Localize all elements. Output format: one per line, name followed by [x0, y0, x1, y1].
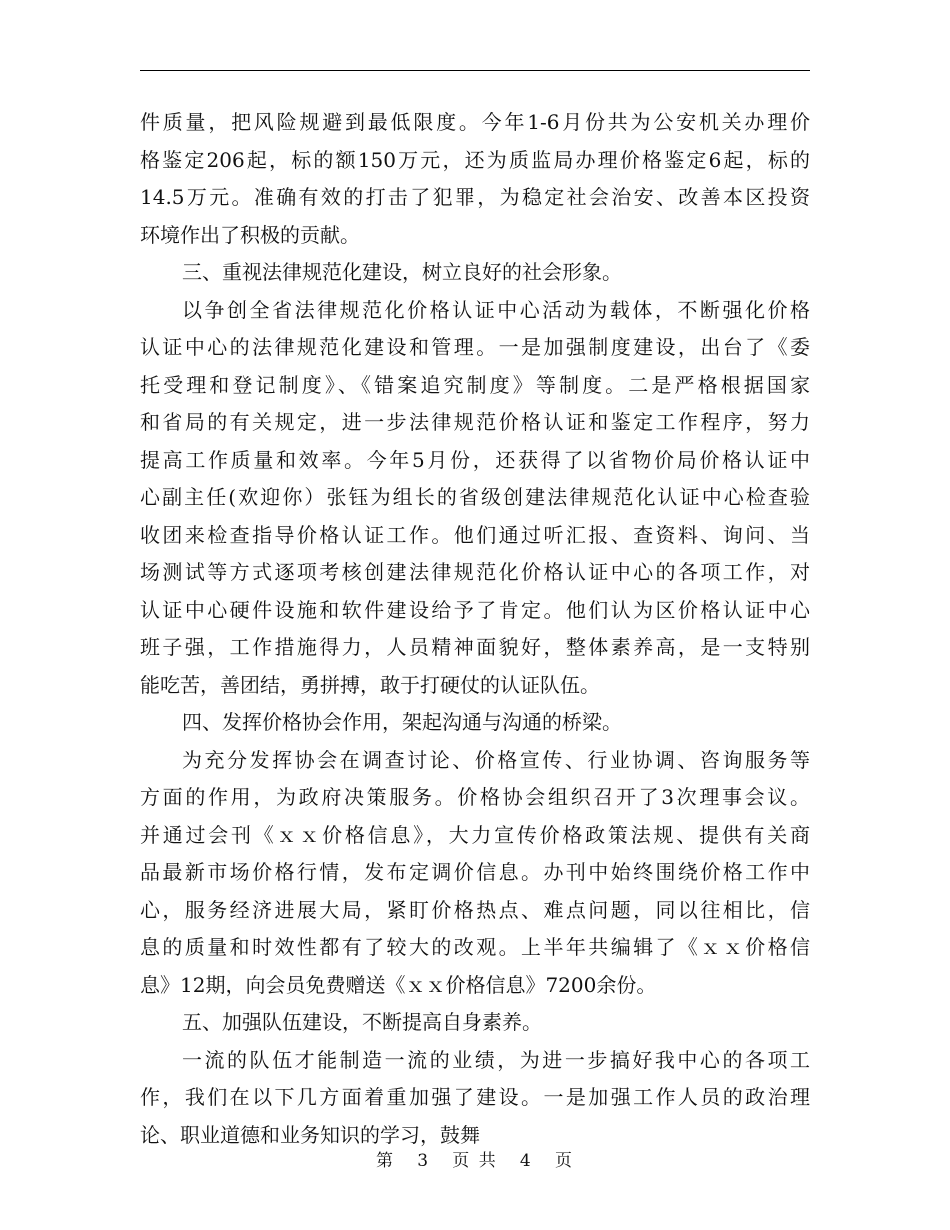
text-line: 班子强，工作措施得力，人员精神面貌好，整体素养高，是一支特别: [140, 635, 810, 659]
text-line: 格鉴定206起，标的额150万元，还为质监局办理价格鉴定6起，标的: [140, 147, 810, 172]
text-line: 三、重视法律规范化建设，树立良好的社会形象。: [182, 260, 622, 284]
text-line: 四、发挥价格协会作用，架起沟通与沟通的桥梁。: [182, 710, 622, 734]
document-body: [140, 104, 810, 1154]
text-line: 作，我们在以下几方面着重加强了建设。一是加强工作人员的政治理: [140, 1085, 810, 1109]
text-line: 息的质量和时效性都有了较大的改观。上半年共编辑了《ｘｘ价格信: [140, 935, 810, 959]
text-line: 能吃苦，善团结，勇拼搏，敢于打硬仗的认证队伍。: [140, 672, 600, 697]
text-line: 场测试等方式逐项考核创建法律规范化价格认证中心的各项工作，对: [140, 560, 810, 584]
footer-middle: 页 共: [452, 1151, 498, 1171]
text-line: 品最新市场价格行情，发布定调价信息。办刊中始终围绕价格工作中: [140, 860, 810, 884]
page-footer: [0, 1146, 950, 1171]
text-line: 方面的作用，为政府决策服务。价格协会组织召开了3次理事会议。: [140, 785, 810, 809]
text-line: 提高工作质量和效率。今年5月份，还获得了以省物价局价格认证中: [140, 447, 810, 472]
text-line: 14.5万元。准确有效的打击了犯罪，为稳定社会治安、改善本区投资: [140, 185, 810, 209]
header-rule: [140, 70, 810, 71]
text-line: 并通过会刊《ｘｘ价格信息》，大力宣传价格政策法规、提供有关商: [140, 822, 810, 847]
text-line: 件质量，把风险规避到最低限度。今年1-6月份共为公安机关办理价: [140, 110, 810, 134]
text-line: 息》12期，向会员免费赠送《ｘｘ价格信息》7200余份。: [140, 972, 657, 997]
footer-prefix: 第: [376, 1151, 396, 1171]
text-line: 认证中心的法律规范化建设和管理。一是加强制度建设，出台了《委: [140, 335, 810, 359]
text-line: 认证中心硬件设施和软件建设给予了肯定。他们认为区价格认证中心: [140, 597, 810, 622]
text-line: 为充分发挥协会在调查讨论、价格宣传、行业协调、咨询服务等: [182, 747, 810, 772]
text-line: 托受理和登记制度》、《错案追究制度》等制度。二是严格根据国家: [140, 372, 810, 397]
text-line: 和省局的有关规定，进一步法律规范价格认证和鉴定工作程序，努力: [140, 410, 810, 434]
footer-total-pages: 4: [519, 1151, 533, 1171]
footer-page-number: 3: [417, 1151, 431, 1171]
text-line: 环境作出了积极的贡献。: [140, 222, 360, 247]
text-line: 收团来检查指导价格认证工作。他们通过听汇报、查资料、询问、当: [140, 522, 810, 547]
footer-suffix: 页: [554, 1151, 574, 1171]
text-line: 五、加强队伍建设，不断提高自身素养。: [182, 1010, 542, 1034]
text-line: 心，服务经济进展大局，紧盯价格热点、难点问题，同以往相比，信: [140, 897, 810, 922]
text-line: 一流的队伍才能制造一流的业绩，为进一步搞好我中心的各项工: [182, 1047, 810, 1072]
text-line: 以争创全省法律规范化价格认证中心活动为载体，不断强化价格: [182, 297, 810, 322]
text-line: 心副主任(欢迎你）张钰为组长的省级创建法律规范化认证中心检查验: [140, 485, 810, 509]
text-line: 论、职业道德和业务知识的学习，鼓舞: [140, 1122, 480, 1147]
